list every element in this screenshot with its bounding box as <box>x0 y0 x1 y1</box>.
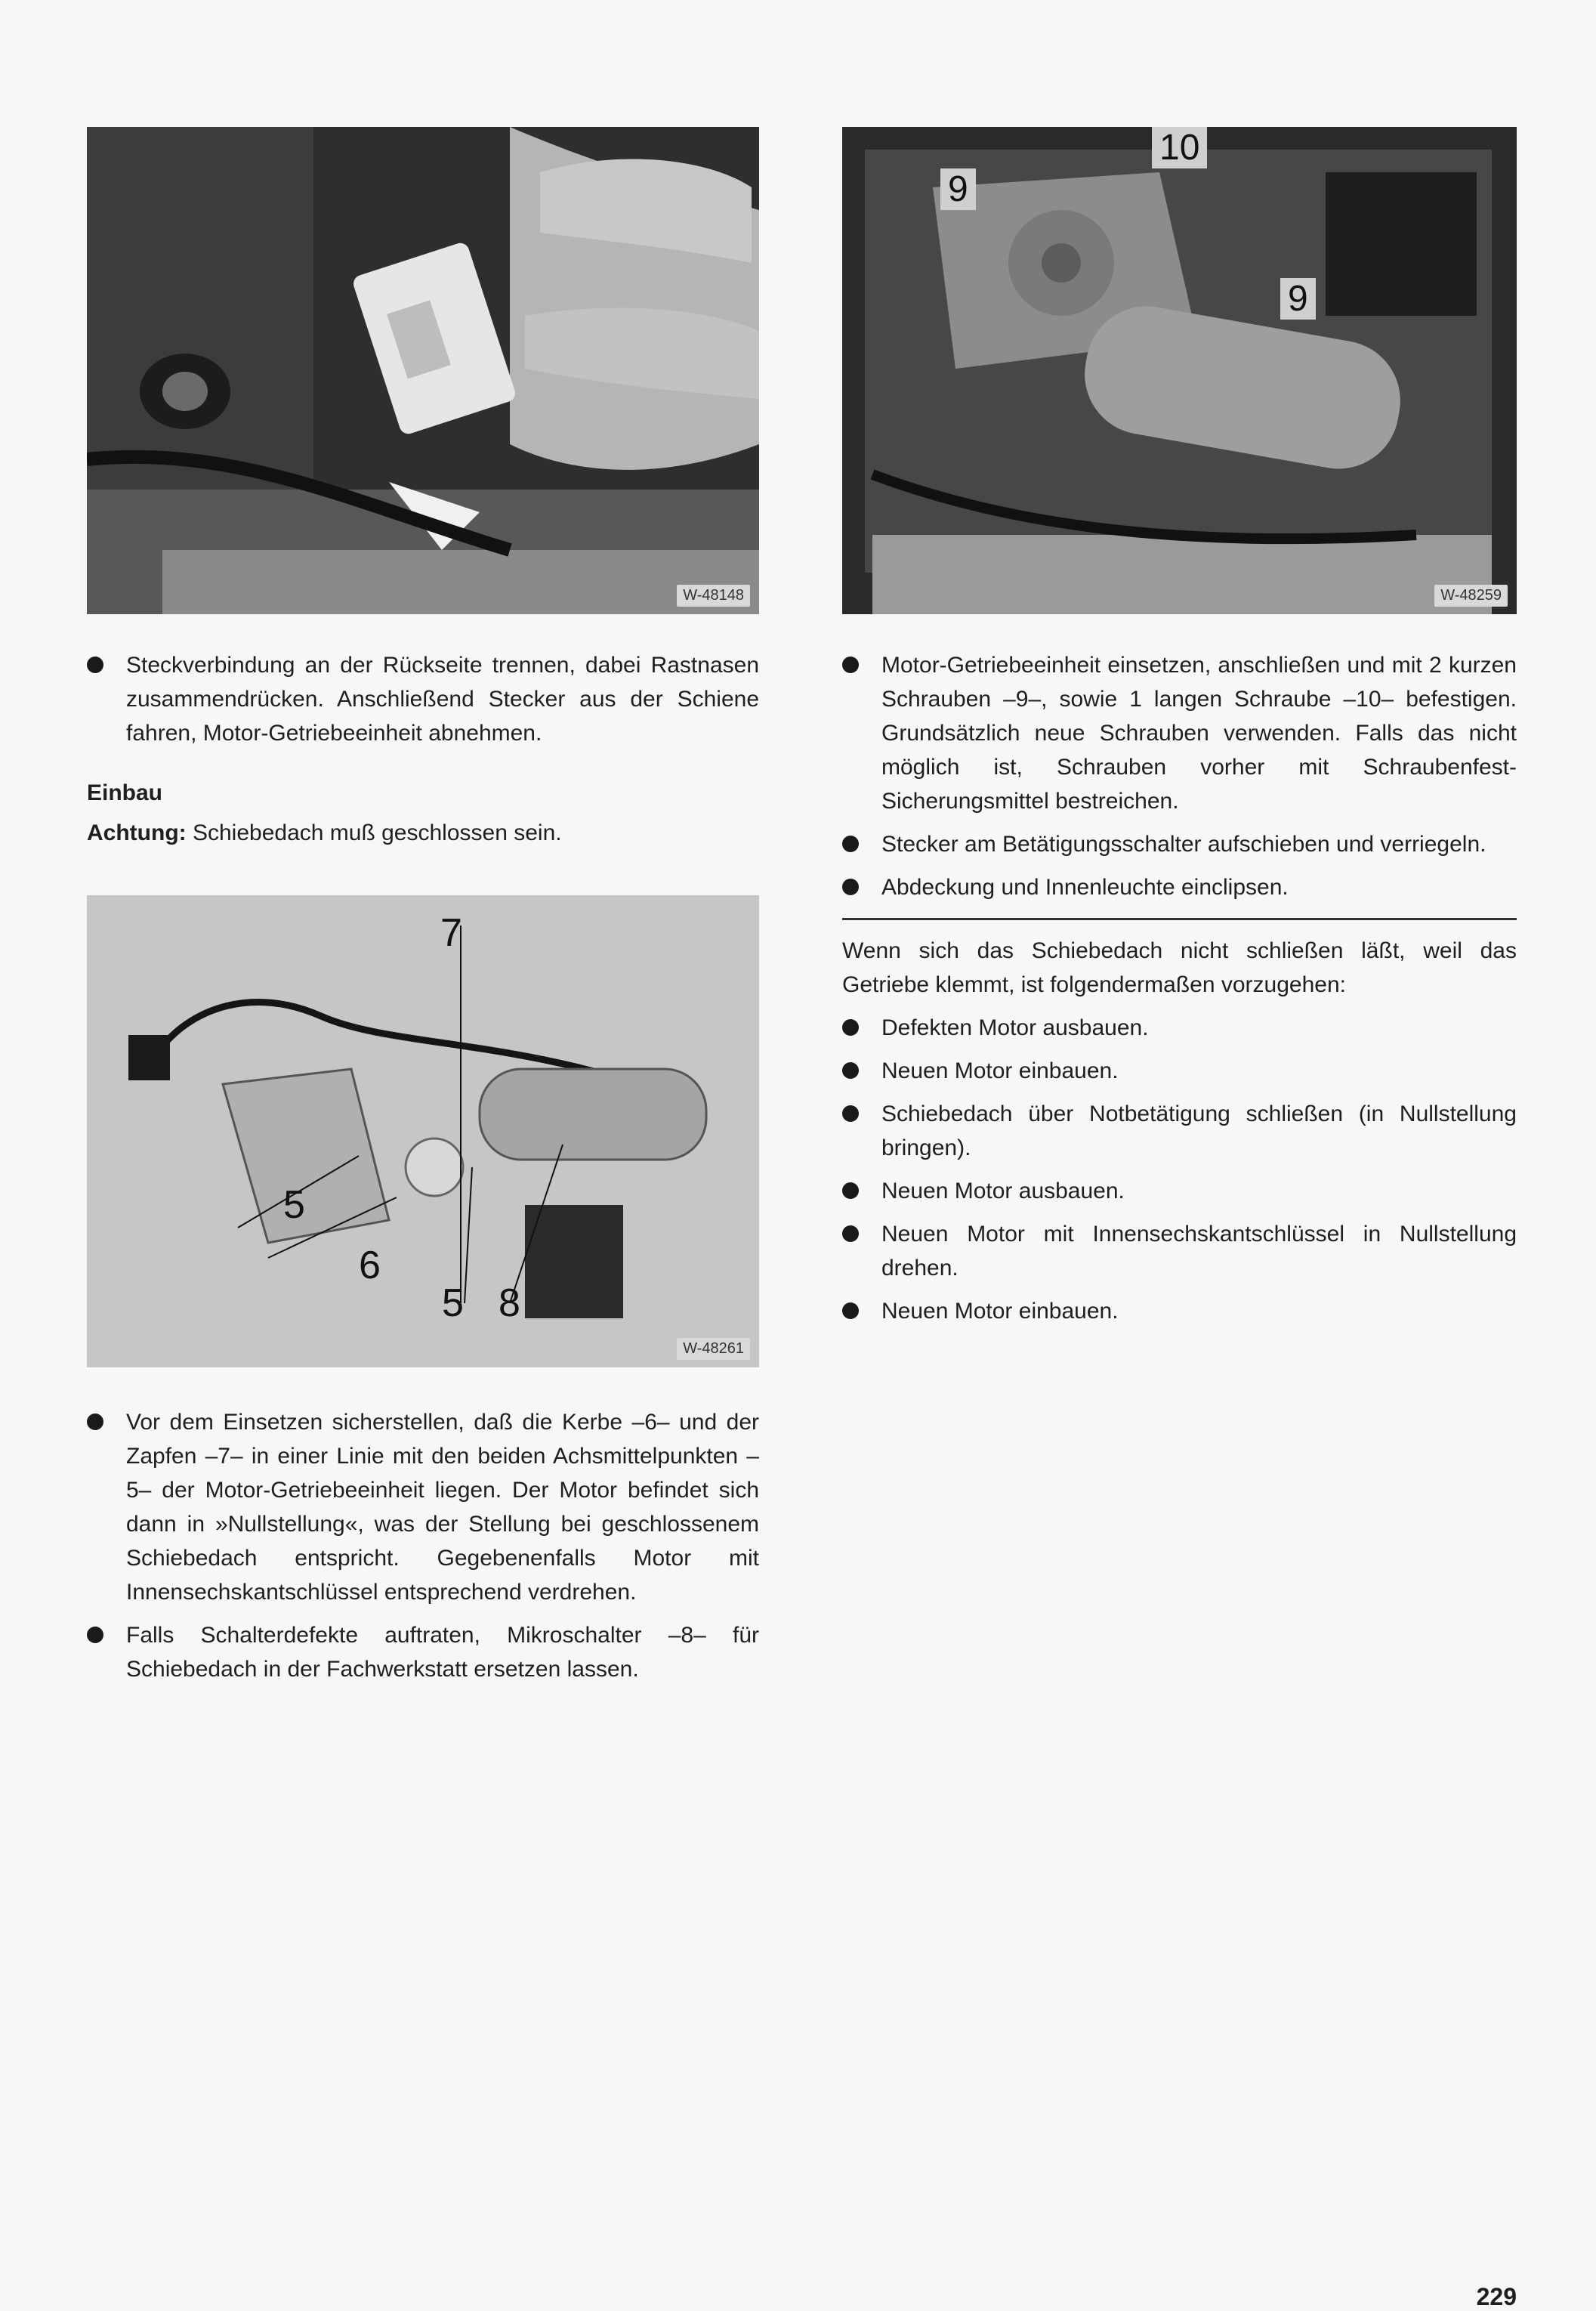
label-screw-9-right: 9 <box>1280 278 1316 320</box>
list-item: Steckverbindung an der Rückseite trennen, dabei Rastnasen zusammendrücken. Anschließend Stecker aus der Schiene fahren, Motor-Getriebeeinheit abnehmen. <box>87 648 759 750</box>
label-kerbe-6: 6 <box>359 1244 381 1287</box>
note-label: Achtung: <box>87 820 187 845</box>
intro-paragraph: Wenn sich das Schiebedach nicht schließen läßt, weil das Getriebe klemmt, ist folgendermaßen vorzugehen: <box>842 938 1517 997</box>
divider <box>842 918 1517 920</box>
step-item: Neuen Motor einbauen. <box>842 1294 1517 1328</box>
photo-motor-removed <box>87 895 759 1367</box>
label-mikroschalter-8: 8 <box>499 1281 520 1325</box>
left-column-bottom <box>87 1405 759 1695</box>
step-item: Schiebedach über Notbetätigung schließen (in Nullstellung bringen). <box>842 1097 1517 1165</box>
list-item: Vor dem Einsetzen sicherstellen, daß die Kerbe –6– und der Zapfen –7– in einer Linie mit den beiden Achsmittelpunkten –5– der Motor-Getriebeeinheit liegen. Der Motor befindet sich dann in »Nullstellung«, was der Stellung bei geschlossenem Schiebedach entspricht. Gegebenenfalls Motor mit Innensechskantschlüssel entsprechend verdrehen. <box>87 1405 759 1609</box>
left-column-top <box>87 648 759 860</box>
photo-connector-image <box>87 127 759 614</box>
step-item: Defekten Motor ausbauen. <box>842 1011 1517 1045</box>
photo-connector <box>87 127 759 614</box>
label-achse-5-bottom: 5 <box>442 1281 464 1325</box>
photo-code: W-48148 <box>677 585 750 607</box>
list-item: Motor-Getriebeeinheit einsetzen, anschließen und mit 2 kurzen Schrauben –9–, sowie 1 langen Schraube –10– befestigen. Grundsätzlich neue Schrauben verwenden. Falls das nicht möglich ist, Schrauben vorher mit Schraubenfest-Sicherungsmittel bestreichen. <box>842 648 1517 818</box>
step-item: Neuen Motor mit Innensechskantschlüssel in Nullstellung drehen. <box>842 1217 1517 1285</box>
photo-code: W-48259 <box>1434 585 1508 607</box>
photo-code: W-48261 <box>677 1338 750 1360</box>
label-screw-10: 10 <box>1152 127 1207 168</box>
page-number: 229 <box>1476 2283 1517 2310</box>
right-column <box>842 648 1517 1337</box>
label-screw-9-left: 9 <box>940 168 976 210</box>
label-zapfen-7: 7 <box>440 911 462 955</box>
label-achse-5-left: 5 <box>283 1183 305 1227</box>
step-item: Neuen Motor einbauen. <box>842 1054 1517 1088</box>
list-item: Stecker am Betätigungsschalter aufschieben und verriegeln. <box>842 827 1517 861</box>
photo-motor-removed-image <box>87 895 759 1367</box>
attention-note <box>87 816 759 850</box>
step-item: Neuen Motor ausbauen. <box>842 1174 1517 1208</box>
photo-motor-installed <box>842 127 1517 614</box>
section-heading: Einbau <box>87 780 163 805</box>
list-item: Abdeckung und Innenleuchte einclipsen. <box>842 870 1517 904</box>
note-text: Schiebedach muß geschlossen sein. <box>186 820 562 845</box>
list-item: Falls Schalterdefekte auftraten, Mikroschalter –8– für Schiebedach in der Fachwerkstatt ersetzen lassen. <box>87 1618 759 1686</box>
